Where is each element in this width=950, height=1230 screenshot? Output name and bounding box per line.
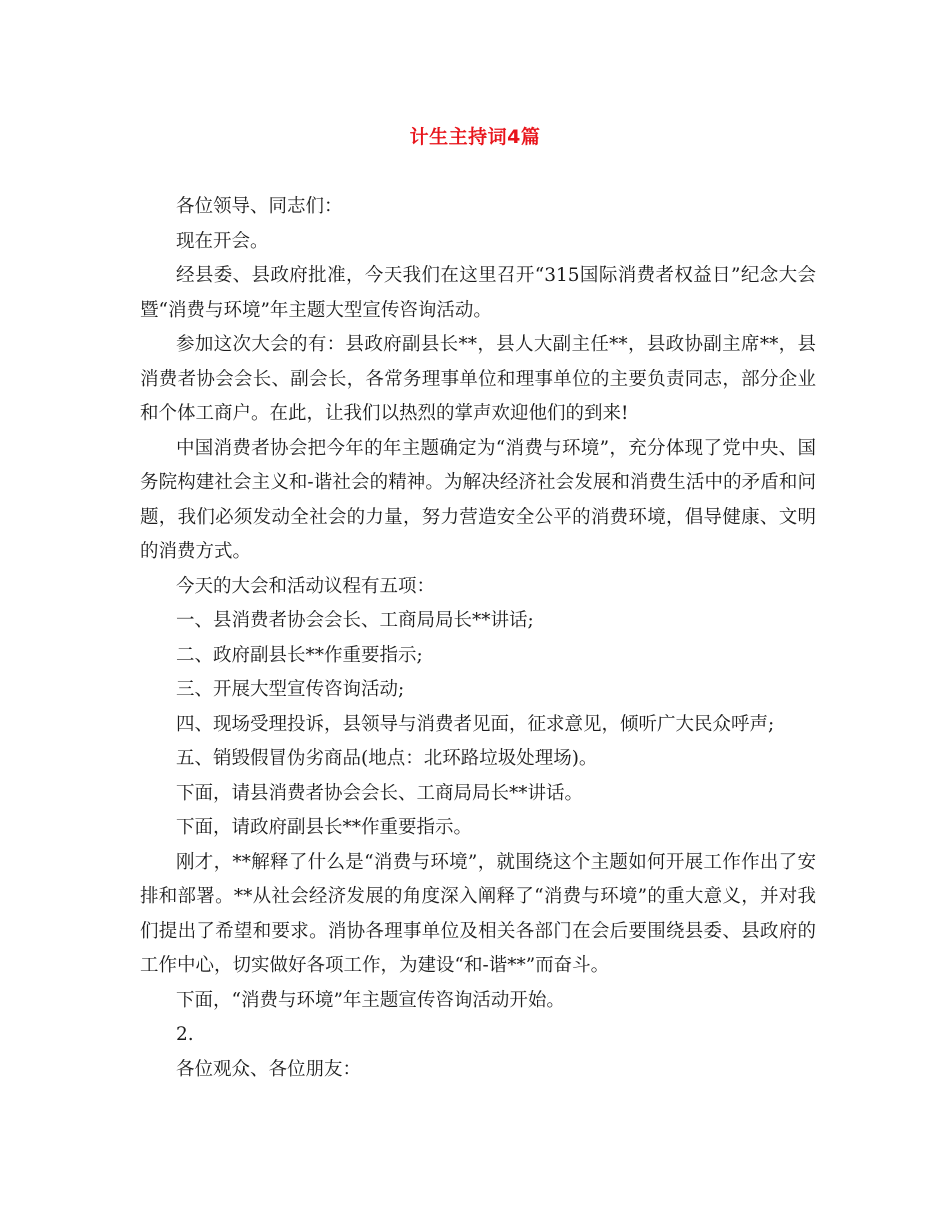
paragraph: 刚才，**解释了什么是“消费与环境”，就围绕这个主题如何开展工作作出了安排和部署。**从社会经济发展的角度深入阐释了“消费与环境”的重大意义，并对我们提出了希望和要求。消协各理事单位及相关各部门在会后要围绕县委、县政府的工作中心，切实做好各项工作，为建设“和-谐**”而奋斗。	[140, 851, 816, 976]
section-number: 2.	[176, 1024, 194, 1045]
document-body	[140, 190, 816, 1087]
paragraph: 下面，请县消费者协会会长、工商局局长**讲话。	[176, 782, 584, 804]
agenda-item: 四、现场受理投诉，县领导与消费者见面，征求意见，倾听广大民众呼声;	[176, 713, 775, 735]
paragraph: 下面，请政府副县长**作重要指示。	[176, 817, 473, 838]
document-title: 计生主持词4篇	[409, 126, 541, 148]
paragraph: 现在开会。	[176, 230, 269, 252]
agenda-item: 三、开展大型宣传咨询活动;	[176, 679, 405, 700]
agenda-item: 二、政府副县长**作重要指示;	[176, 644, 423, 666]
paragraph: 各位观众、各位朋友：	[176, 1058, 362, 1080]
paragraph: 经县委、县政府批准，今天我们在这里召开“315国际消费者权益日”纪念大会暨“消费与环境”年主题大型宣传咨询活动。	[140, 265, 816, 321]
agenda-item: 一、县消费者协会会长、工商局局长**讲话;	[176, 610, 534, 631]
agenda-item: 五、销毁假冒伪劣商品(地点：北环路垃圾处理场)。	[176, 748, 598, 769]
paragraph: 参加这次大会的有：县政府副县长**，县人大副主任**，县政协副主席**，县消费者协会会长、副会长，各常务理事单位和理事单位的主要负责同志，部分企业和个体工商户。在此，让我们以热烈的掌声欢迎他们的到来!	[140, 334, 816, 424]
paragraph: 各位领导、同志们：	[176, 196, 343, 217]
paragraph: 中国消费者协会把今年的年主题确定为“消费与环境”，充分体现了党中央、国务院构建社会主义和-谐社会的精神。为解决经济社会发展和消费生活中的矛盾和问题，我们必须发动全社会的力量，努力营造安全公平的消费环境，倡导健康、文明的消费方式。	[140, 437, 816, 562]
paragraph: 下面，“消费与环境”年主题宣传咨询活动开始。	[176, 989, 565, 1011]
paragraph: 今天的大会和活动议程有五项：	[176, 575, 436, 597]
